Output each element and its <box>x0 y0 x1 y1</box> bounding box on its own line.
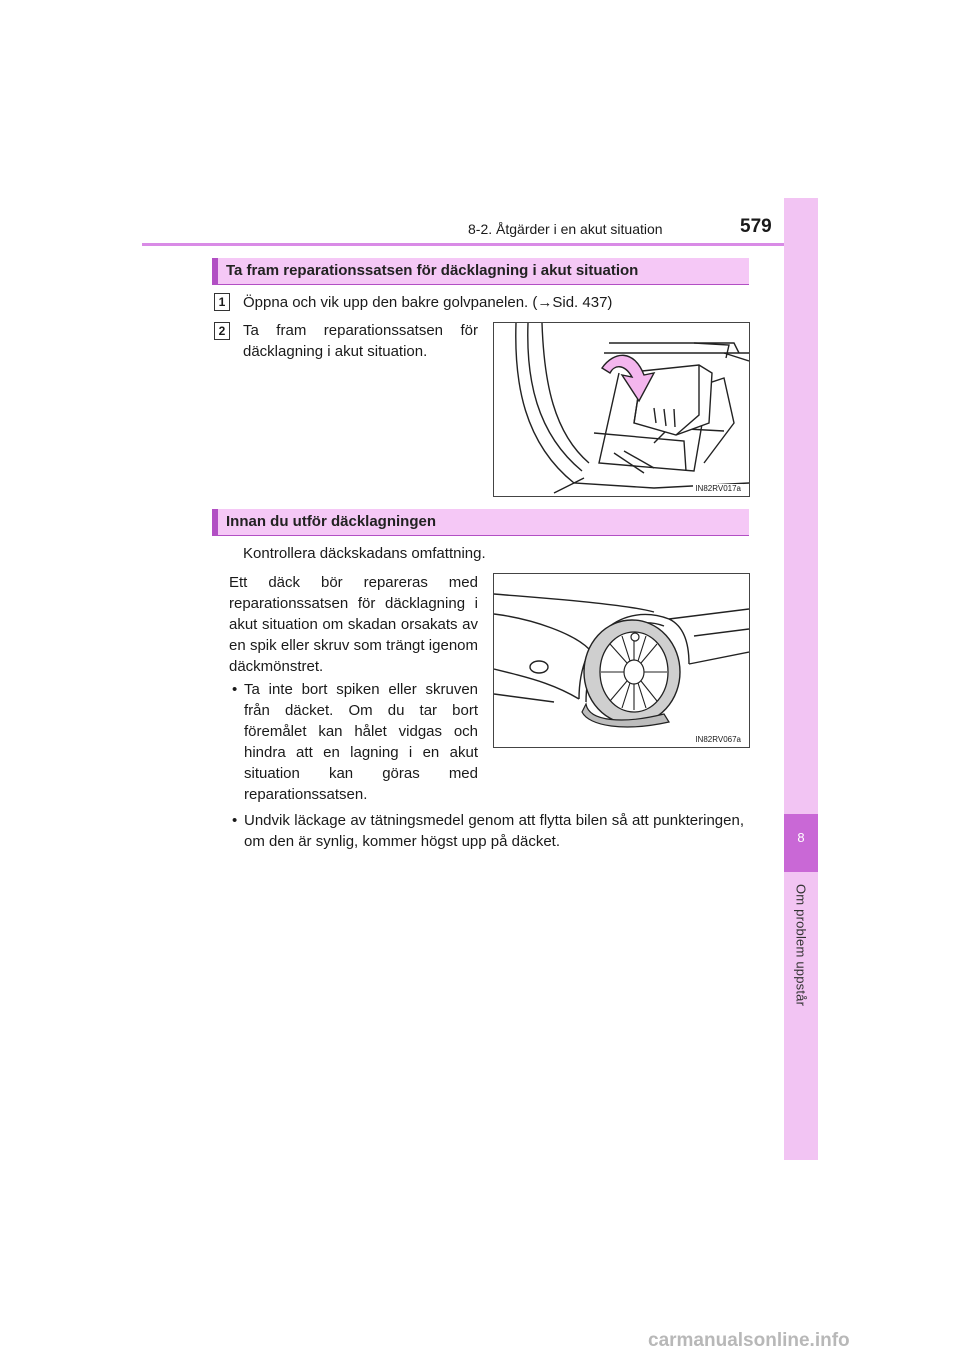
bullet-list-wide <box>229 810 744 852</box>
step-number-1: 1 <box>214 293 230 311</box>
section-title: 8-2. Åtgärder i en akut situation <box>468 221 663 237</box>
figure-code: IN82RV067a <box>695 735 741 744</box>
step-1-text: Öppna och vik upp den bakre golvpanelen. (→Sid. 437) <box>243 294 613 311</box>
section-heading-text: Ta fram reparationssatsen för däcklagning i akut situation <box>226 262 639 279</box>
watermark: carmanualsonline.info <box>648 1330 850 1351</box>
nail-icon <box>631 633 639 641</box>
bullet-item: • Undvik läckage av tätningsmedel genom att flytta bilen så att punkteringen, om den är synlig, kommer högst upp på däcket. <box>229 810 744 852</box>
intro-text: Kontrollera däckskadans omfattning. <box>243 545 486 562</box>
figure-repair-kit-storage <box>493 322 750 497</box>
paragraph-text: Ett däck bör repareras med reparationssatsen för däcklagning i akut situation om skadan orsakats av en spik eller skruv som trängt igenom däckmönstret. <box>229 574 478 675</box>
page-number: 579 <box>740 216 772 237</box>
bullet-item: • Ta inte bort spiken eller skruven från däcket. Om du tar bort föremålet kan hålet vidgas och hindra att en lagning i en akut situation kan göras med reparationssatsen. <box>229 679 478 805</box>
chapter-title <box>784 884 818 1034</box>
chapter-title-text: Om problem uppstår <box>793 884 809 1007</box>
section-heading-before-repair <box>212 509 749 536</box>
step-number-2: 2 <box>214 322 230 340</box>
bullet-list-narrow <box>229 679 478 805</box>
step-2-text: Ta fram reparationssatsen för däcklagning i akut situation. <box>243 322 478 360</box>
figure-flat-tire <box>493 573 750 748</box>
chapter-number: 8 <box>797 830 805 845</box>
figure-code: IN82RV017a <box>695 484 741 493</box>
section-heading-repair-kit <box>212 258 749 285</box>
section-heading-text: Innan du utför däcklagningen <box>226 513 436 530</box>
header-rule <box>142 243 790 246</box>
flat-tire-illustration <box>494 574 749 747</box>
repair-kit-illustration <box>494 323 749 496</box>
